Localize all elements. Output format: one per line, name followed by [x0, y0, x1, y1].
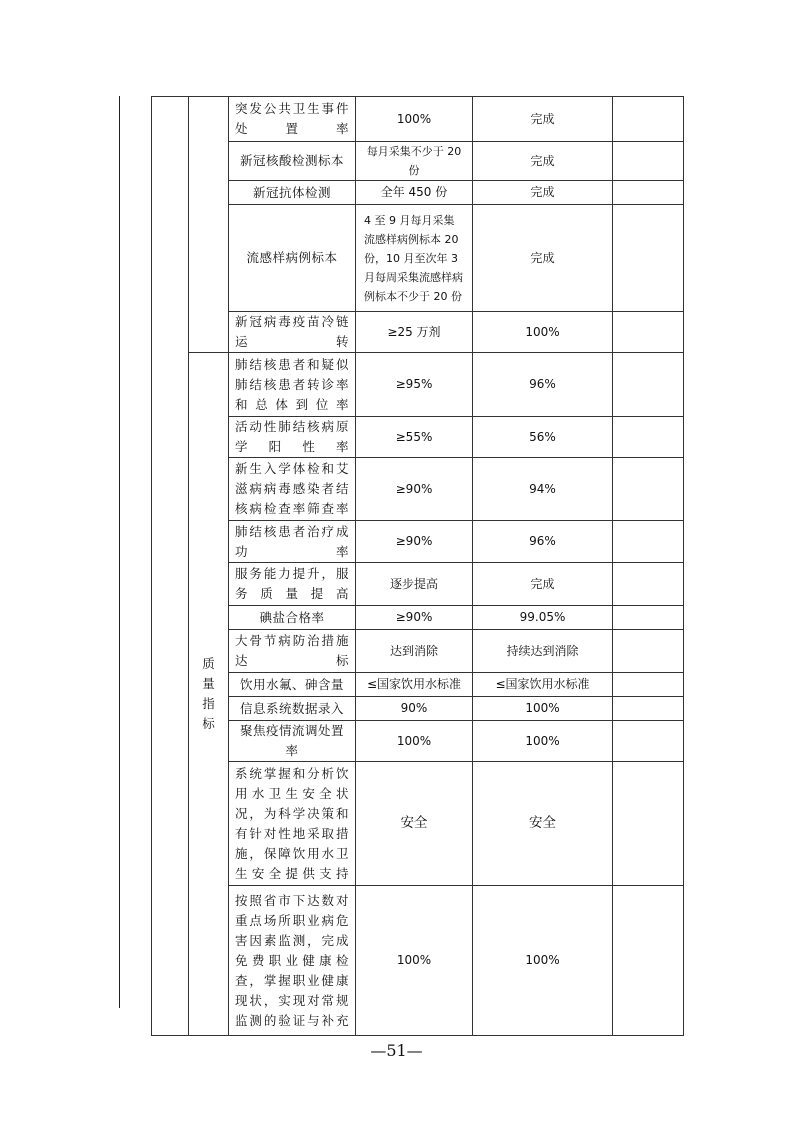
table-row [152, 353, 684, 417]
indicator-cell: 新冠核酸检测标本 [229, 142, 356, 181]
target-value-cell: 逐步提高 [356, 563, 473, 606]
target-value-cell: 达到消除 [356, 630, 473, 673]
table-row [152, 606, 684, 630]
table-row [152, 97, 684, 142]
note-cell [613, 353, 684, 417]
table-row [152, 521, 684, 563]
note-cell [613, 521, 684, 563]
note-cell [613, 673, 684, 697]
target-value-cell: ≥90% [356, 458, 473, 521]
indicator-cell: 新生入学体检和艾滋病病毒感染者结核病检查率筛查率 [229, 458, 356, 521]
target-value-cell: 每月采集不少于 20 份 [356, 142, 473, 181]
actual-value-cell: 56% [473, 417, 613, 458]
table-row [152, 721, 684, 762]
note-cell [613, 606, 684, 630]
note-cell [613, 886, 684, 1036]
table-row [152, 886, 684, 1036]
target-value-cell: ≥55% [356, 417, 473, 458]
left-margin-line [119, 96, 120, 1008]
target-value-cell: 100% [356, 886, 473, 1036]
table-row [152, 673, 684, 697]
note-cell [613, 312, 684, 353]
indicator-cell: 突发公共卫生事件处置率 [229, 97, 356, 142]
indicator-cell: 碘盐合格率 [229, 606, 356, 630]
target-value-cell: 4 至 9 月每月采集流感样病例标本 20 份，10 月至次年 3 月每周采集流感样病例标本不少于 20 份 [356, 205, 473, 312]
actual-value-cell: 100% [473, 312, 613, 353]
note-cell [613, 630, 684, 673]
actual-value-cell: ≤国家饮用水标准 [473, 673, 613, 697]
note-cell [613, 762, 684, 886]
page-number: —51— [370, 1041, 423, 1060]
indicator-cell: 饮用水氟、砷含量 [229, 673, 356, 697]
indicator-cell: 肺结核患者治疗成功率 [229, 521, 356, 563]
indicator-cell: 服务能力提升，服务质量提高 [229, 563, 356, 606]
target-value-cell: ≤国家饮用水标准 [356, 673, 473, 697]
indicator-cell: 活动性肺结核病原学阳性率 [229, 417, 356, 458]
actual-value-cell: 96% [473, 353, 613, 417]
actual-value-cell: 100% [473, 721, 613, 762]
table-row [152, 181, 684, 205]
indicator-cell: 信息系统数据录入 [229, 697, 356, 721]
indicator-cell: 系统掌握和分析饮用水卫生安全状况，为科学决策和有针对性地采取措施，保障饮用水卫生安全提供支持 [229, 762, 356, 886]
table-row [152, 697, 684, 721]
note-cell [613, 721, 684, 762]
target-value-cell: 100% [356, 721, 473, 762]
table-row [152, 563, 684, 606]
blank-level1-cell [152, 97, 189, 1036]
actual-value-cell: 94% [473, 458, 613, 521]
performance-indicator-table [151, 96, 684, 1036]
actual-value-cell: 完成 [473, 181, 613, 205]
indicator-cell: 新冠抗体检测 [229, 181, 356, 205]
actual-value-cell: 完成 [473, 563, 613, 606]
indicator-cell: 新冠病毒疫苗冷链运转 [229, 312, 356, 353]
category-cell-quality: 质量指标 [189, 353, 229, 1036]
target-value-cell: 90% [356, 697, 473, 721]
actual-value-cell: 100% [473, 886, 613, 1036]
target-value-cell: 100% [356, 97, 473, 142]
note-cell [613, 97, 684, 142]
indicator-cell: 流感样病例标本 [229, 205, 356, 312]
table-row [152, 312, 684, 353]
actual-value-cell: 100% [473, 697, 613, 721]
actual-value-cell: 99.05% [473, 606, 613, 630]
target-value-cell: ≥95% [356, 353, 473, 417]
target-value-cell: ≥25 万剂 [356, 312, 473, 353]
actual-value-cell: 完成 [473, 97, 613, 142]
table-row [152, 205, 684, 312]
table-row [152, 142, 684, 181]
actual-value-cell: 96% [473, 521, 613, 563]
actual-value-cell: 安全 [473, 762, 613, 886]
table-row [152, 417, 684, 458]
note-cell [613, 417, 684, 458]
table-row [152, 458, 684, 521]
table-row [152, 762, 684, 886]
actual-value-cell: 完成 [473, 142, 613, 181]
target-value-cell: ≥90% [356, 521, 473, 563]
target-value-cell: 安全 [356, 762, 473, 886]
table-row [152, 630, 684, 673]
indicator-cell: 聚焦疫情流调处置率 [229, 721, 356, 762]
note-cell [613, 142, 684, 181]
indicator-cell: 肺结核患者和疑似肺结核患者转诊率和总体到位率 [229, 353, 356, 417]
target-value-cell: 全年 450 份 [356, 181, 473, 205]
actual-value-cell: 持续达到消除 [473, 630, 613, 673]
note-cell [613, 205, 684, 312]
indicator-cell: 按照省市下达数对重点场所职业病危害因素监测，完成免费职业健康检查，掌握职业健康现状，实现对常规监测的验证与补充 [229, 886, 356, 1036]
actual-value-cell: 完成 [473, 205, 613, 312]
note-cell [613, 181, 684, 205]
indicator-cell: 大骨节病防治措施达标 [229, 630, 356, 673]
note-cell [613, 563, 684, 606]
blank-category-cell [189, 97, 229, 353]
note-cell [613, 458, 684, 521]
note-cell [613, 697, 684, 721]
target-value-cell: ≥90% [356, 606, 473, 630]
